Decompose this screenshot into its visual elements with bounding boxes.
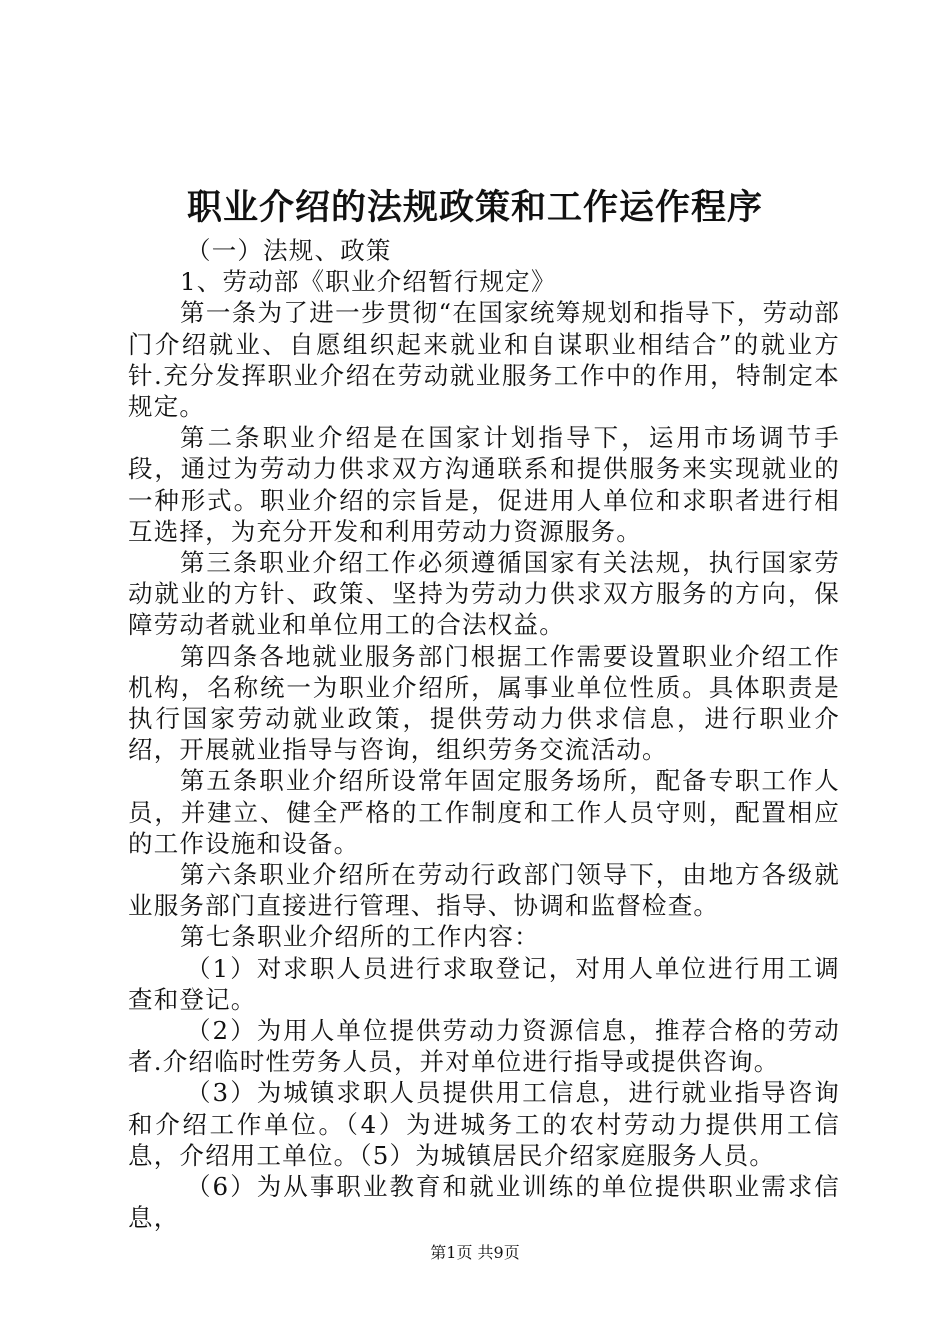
section-heading: （一）法规、政策 [186, 236, 392, 265]
document-body [128, 235, 840, 1234]
document-title: 职业介绍的法规政策和工作运作程序 [186, 187, 763, 228]
article-3: 第三条职业介绍工作必须遵循国家有关法规，执行国家劳动就业的方针、政策、坚持为劳动力供求双方服务的方向，保障劳动者就业和单位用工的合法权益。 [128, 548, 840, 640]
article-7-items-3-5: （3）为城镇求职人员提供用工信息，进行就业指导咨询和介绍工作单位。（4）为进城务工的农村劳动力提供用工信息，介绍用工单位。（5）为城镇居民介绍家庭服务人员。 [128, 1078, 840, 1170]
page-footer: 第1页 共9页 [430, 1243, 520, 1262]
article-2: 第二条职业介绍是在国家计划指导下，运用市场调节手段，通过为劳动力供求双方沟通联系和提供服务来实现就业的一种形式。职业介绍的宗旨是，促进用人单位和求职者进行相互选择，为充分开发和利用劳动力资源服务。 [128, 423, 840, 546]
article-1: 第一条为了进一步贯彻“在国家统筹规划和指导下，劳动部门介绍就业、自愿组织起来就业和自谋职业相结合”的就业方针.充分发挥职业介绍在劳动就业服务工作中的作用，特制定本规定。 [128, 298, 840, 422]
article-7: 第七条职业介绍所的工作内容： [180, 922, 540, 952]
article-6: 第六条职业介绍所在劳动行政部门领导下，由地方各级就业服务部门直接进行管理、指导、协调和监督检查。 [128, 860, 840, 921]
article-4: 第四条各地就业服务部门根据工作需要设置职业介绍工作机构，名称统一为职业介绍所，属事业单位性质。具体职责是执行国家劳动就业政策，提供劳动力供求信息，进行职业介绍，开展就业指导与咨询，组织劳务交流活动。 [128, 641, 840, 765]
subsection-heading: 1、劳动部《职业介绍暂行规定》 [180, 267, 557, 297]
article-7-item-6: （6）为从事职业教育和就业训练的单位提供职业需求信息， [128, 1172, 840, 1233]
article-5: 第五条职业介绍所设常年固定服务场所，配备专职工作人员，并建立、健全严格的工作制度和工作人员守则，配置相应的工作设施和设备。 [128, 766, 840, 858]
article-7-item-1: （1）对求职人员进行求取登记，对用人单位进行用工调查和登记。 [128, 953, 840, 1014]
article-7-item-2: （2）为用人单位提供劳动力资源信息，推荐合格的劳动者.介绍临时性劳务人员，并对单位进行指导或提供咨询。 [128, 1016, 840, 1077]
